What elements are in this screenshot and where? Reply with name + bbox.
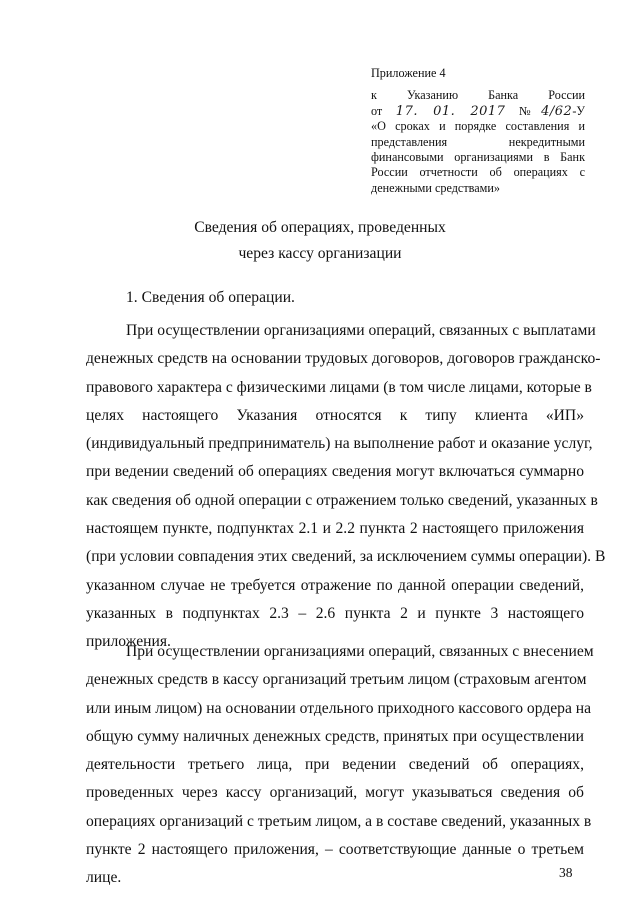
handwritten-date: 17. 01. 2017 xyxy=(395,103,506,119)
paragraph-line: целях настоящего Указания относятся к типу клиента «ИП» xyxy=(86,406,584,424)
paragraph-line: деятельности третьего лица, при ведении сведений об операциях, xyxy=(86,756,584,774)
document-title-line-2: через кассу организации xyxy=(238,245,402,262)
appendix-date-number-line xyxy=(371,104,585,119)
paragraph-line: как сведения об одной операции с отражением только сведений, указанных в xyxy=(86,491,598,509)
appendix-title: Приложение 4 xyxy=(371,66,446,80)
paragraph-line: общую сумму наличных денежных средств, принятых при осуществлении xyxy=(86,727,584,745)
appendix-line-3: «О сроках и порядке составления и xyxy=(371,119,585,134)
paragraph-line: пункте 2 настоящего приложения, – соответствующие данные о третьем xyxy=(86,841,584,859)
paragraph-2 xyxy=(86,638,594,893)
document-title-line-1: Сведения об операциях, проведенных xyxy=(194,219,446,236)
paragraph-line: указанных в подпунктах 2.3 – 2.6 пункта 2 и пункте 3 настоящего xyxy=(86,604,584,622)
paragraph-line: денежных средств на основании трудовых договоров, договоров гражданско- xyxy=(86,350,601,368)
paragraph-line: или иным лицом) на основании отдельного приходного кассового ордера на xyxy=(86,699,592,717)
document-title xyxy=(0,215,640,267)
handwritten-number: 4/62 xyxy=(541,103,573,119)
appendix-reference-line: к Указанию Банка России xyxy=(371,88,585,103)
paragraph-line: проведенных через кассу организаций, могут указываться сведения об xyxy=(86,784,584,802)
number-prefix: № xyxy=(519,103,542,118)
paragraph-line: При осуществлении организациями операций, связанных с внесением xyxy=(126,643,594,660)
section-heading: 1. Сведения об операции. xyxy=(126,289,295,306)
paragraph-line: денежных средств в кассу организаций третьим лицом (страховым агентом xyxy=(86,671,587,689)
appendix-line-7: денежными средствами» xyxy=(371,180,500,195)
appendix-line-5: финансовыми организациями в Банк xyxy=(371,150,585,165)
page-number: 38 xyxy=(559,865,573,880)
appendix-line-4: представления некредитными xyxy=(371,134,585,149)
paragraph-line: правового характера с физическими лицами (в том числе лицами, которые в xyxy=(86,378,592,396)
appendix-header xyxy=(371,66,585,196)
paragraph-1 xyxy=(86,317,606,657)
paragraph-line: (индивидуальный предприниматель) на выполнение работ и оказание услуг, xyxy=(86,435,593,453)
paragraph-line: При осуществлении организациями операций, связанных с выплатами xyxy=(126,322,596,339)
paragraph-line: лице. xyxy=(86,869,122,887)
paragraph-line: операциях организаций с третьим лицом, а в составе сведений, указанных в xyxy=(86,812,592,830)
date-prefix: от xyxy=(371,103,383,118)
number-suffix: -У xyxy=(572,103,585,118)
paragraph-line: при ведении сведений об операциях сведения могут включаться суммарно xyxy=(86,463,584,481)
paragraph-line: указанном случае не требуется отражение по данной операции сведений, xyxy=(86,576,584,594)
paragraph-line: приложения. xyxy=(86,633,171,651)
paragraph-line: настоящем пункте, подпунктах 2.1 и 2.2 пункта 2 настоящего приложения xyxy=(86,520,584,538)
paragraph-line: (при условии совпадения этих сведений, за исключением суммы операции). В xyxy=(86,548,606,566)
appendix-line-6: России отчетности об операциях с xyxy=(371,165,585,180)
